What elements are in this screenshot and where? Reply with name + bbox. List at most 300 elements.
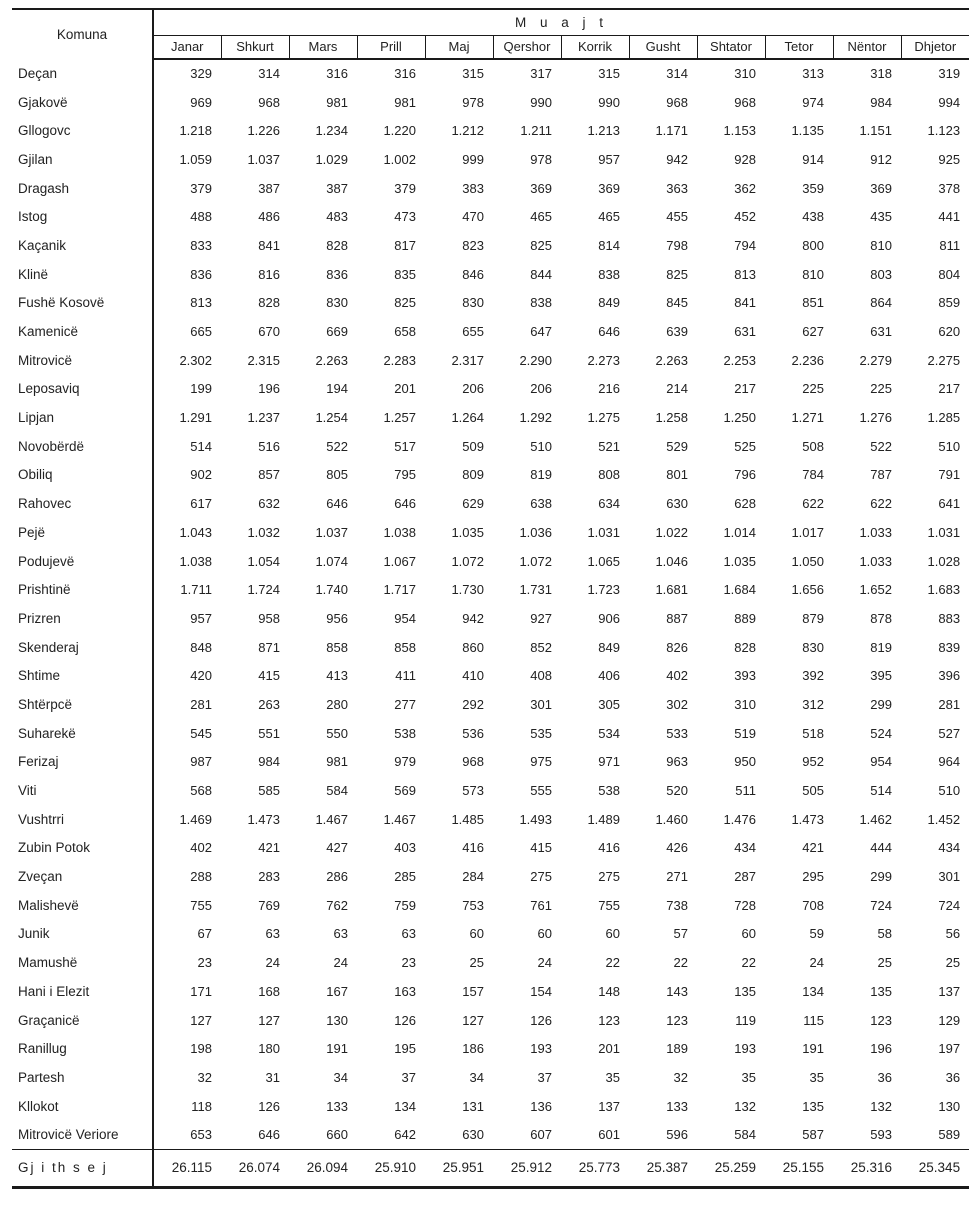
value-cell: 277	[394, 696, 416, 712]
value-cell: 538	[394, 725, 416, 741]
value-cell: 452	[734, 209, 756, 225]
value-cell: 825	[666, 266, 688, 282]
value-cell: 126	[530, 1012, 552, 1028]
value-cell: 1.135	[791, 123, 824, 139]
value-cell: 1.237	[247, 410, 280, 426]
value-cell: 753	[462, 897, 484, 913]
value-cell: 1.035	[723, 553, 756, 569]
value-cell: 217	[734, 381, 756, 397]
value-cell: 1.452	[927, 811, 961, 827]
value-cell: 32	[673, 1069, 688, 1085]
value-cell: 35	[741, 1069, 756, 1085]
value-cell: 123	[870, 1012, 892, 1028]
value-cell: 1.656	[791, 582, 824, 598]
value-cell: 848	[190, 639, 212, 655]
value-cell: 830	[462, 295, 484, 311]
value-cell: 488	[190, 209, 212, 225]
value-cell: 1.264	[451, 410, 484, 426]
value-cell: 819	[870, 639, 892, 655]
value-cell: 154	[530, 983, 552, 999]
value-cell: 402	[190, 840, 212, 856]
value-cell: 844	[530, 266, 552, 282]
value-cell: 810	[802, 266, 824, 282]
komuna-label: Mitrovicë	[12, 346, 153, 375]
value-cell: 879	[802, 610, 824, 626]
value-cell: 809	[462, 467, 484, 483]
value-cell: 60	[741, 926, 756, 942]
value-cell: 123	[598, 1012, 620, 1028]
value-cell: 1.254	[315, 410, 348, 426]
value-cell: 148	[598, 983, 620, 999]
value-cell: 889	[734, 610, 756, 626]
value-cell: 196	[258, 381, 280, 397]
value-cell: 32	[197, 1069, 212, 1085]
value-cell: 522	[870, 438, 892, 454]
value-cell: 2.253	[723, 352, 756, 368]
value-cell: 22	[605, 955, 620, 971]
value-cell: 286	[326, 869, 348, 885]
muajt-group-header: M u a j t	[153, 9, 969, 35]
value-cell: 126	[394, 1012, 416, 1028]
value-cell: 646	[258, 1127, 280, 1143]
komuna-label: Gllogovc	[12, 116, 153, 145]
value-cell: 864	[870, 295, 892, 311]
value-cell: 511	[735, 783, 756, 799]
value-cell: 23	[401, 955, 416, 971]
value-cell: 2.236	[791, 352, 824, 368]
month-header-nentor: Nëntor	[833, 35, 901, 59]
komuna-label: Novobërdë	[12, 432, 153, 461]
value-cell: 25	[469, 955, 484, 971]
value-cell: 163	[394, 983, 416, 999]
value-cell: 825	[394, 295, 416, 311]
value-cell: 427	[326, 840, 348, 856]
value-cell: 137	[938, 983, 961, 999]
value-cell: 825	[530, 237, 552, 253]
value-cell: 465	[598, 209, 620, 225]
value-cell: 1.050	[791, 553, 824, 569]
komuna-label: Hani i Elezit	[12, 977, 153, 1006]
value-cell: 1.250	[723, 410, 756, 426]
komuna-label: Shtime	[12, 661, 153, 690]
value-cell: 392	[802, 668, 824, 684]
value-cell: 534	[598, 725, 620, 741]
value-cell: 589	[938, 1127, 961, 1143]
value-cell: 517	[394, 438, 416, 454]
table-row-mitrovice	[12, 346, 969, 375]
value-cell: 396	[938, 668, 961, 684]
value-cell: 201	[598, 1041, 620, 1057]
value-cell: 283	[258, 869, 280, 885]
value-cell: 968	[258, 94, 280, 110]
value-cell: 1.035	[451, 524, 484, 540]
value-cell: 465	[530, 209, 552, 225]
value-cell: 2.290	[519, 352, 552, 368]
value-cell: 135	[870, 983, 892, 999]
value-cell: 198	[190, 1041, 212, 1057]
value-cell: 533	[666, 725, 688, 741]
value-cell: 35	[809, 1069, 824, 1085]
value-cell: 833	[190, 237, 212, 253]
komuna-label: Partesh	[12, 1063, 153, 1092]
value-cell: 858	[326, 639, 348, 655]
value-cell: 981	[326, 754, 348, 770]
table-row-junik	[12, 920, 969, 949]
value-cell: 1.123	[927, 123, 961, 139]
value-cell: 569	[394, 783, 416, 799]
value-cell: 669	[326, 324, 348, 340]
value-cell: 839	[938, 639, 961, 655]
value-cell: 37	[537, 1069, 552, 1085]
value-cell: 1.285	[927, 410, 961, 426]
table-row-podujeve	[12, 547, 969, 576]
value-cell: 292	[462, 696, 484, 712]
value-cell: 130	[938, 1098, 961, 1114]
table-row-shtime	[12, 661, 969, 690]
table-row-kacanik	[12, 231, 969, 260]
value-cell: 133	[666, 1098, 688, 1114]
value-cell: 510	[938, 438, 961, 454]
value-cell: 509	[462, 438, 484, 454]
value-cell: 974	[802, 94, 824, 110]
value-cell: 538	[598, 783, 620, 799]
value-cell: 403	[394, 840, 416, 856]
value-cell: 1.054	[247, 553, 280, 569]
value-cell: 634	[598, 496, 620, 512]
value-cell: 36	[945, 1069, 961, 1085]
value-cell: 1.031	[927, 524, 961, 540]
value-cell: 168	[258, 983, 280, 999]
komuna-label: Istog	[12, 202, 153, 231]
value-cell: 514	[190, 438, 212, 454]
value-cell: 60	[537, 926, 552, 942]
value-cell: 24	[265, 955, 280, 971]
komuna-label: Kllokot	[12, 1092, 153, 1121]
value-cell: 1.684	[723, 582, 756, 598]
month-header-qershor: Qershor	[493, 35, 561, 59]
value-cell: 24	[333, 955, 348, 971]
table-row-kamenice	[12, 317, 969, 346]
table-row-obiliq	[12, 461, 969, 490]
value-cell: 846	[462, 266, 484, 282]
value-cell: 316	[394, 66, 416, 82]
value-cell: 1.681	[655, 582, 688, 598]
table-row-dragash	[12, 174, 969, 203]
value-cell: 646	[394, 496, 416, 512]
table-row-istog	[12, 202, 969, 231]
value-cell: 655	[462, 324, 484, 340]
value-cell: 135	[802, 1098, 824, 1114]
value-cell: 964	[938, 754, 961, 770]
total-label: Gj i th s e j	[12, 1149, 153, 1187]
komuna-label: Skenderaj	[12, 633, 153, 662]
value-cell: 313	[802, 66, 824, 82]
value-cell: 25	[945, 955, 961, 971]
value-cell: 535	[530, 725, 552, 741]
value-cell: 968	[666, 94, 688, 110]
value-cell: 978	[530, 151, 552, 167]
value-cell: 369	[870, 180, 892, 196]
value-cell: 196	[870, 1041, 892, 1057]
month-header-gusht: Gusht	[629, 35, 697, 59]
value-cell: 314	[666, 66, 688, 82]
month-header-prill: Prill	[357, 35, 425, 59]
value-cell: 803	[870, 266, 892, 282]
value-cell: 362	[734, 180, 756, 196]
value-cell: 455	[666, 209, 688, 225]
value-cell: 957	[190, 610, 212, 626]
value-cell: 550	[326, 725, 348, 741]
value-cell: 119	[735, 1012, 756, 1028]
table-row-gjilan	[12, 145, 969, 174]
value-cell: 1.038	[179, 553, 212, 569]
value-cell: 969	[190, 94, 212, 110]
value-cell: 1.211	[520, 123, 552, 139]
value-cell: 1.493	[519, 811, 552, 827]
value-cell: 301	[530, 696, 552, 712]
value-cell: 979	[394, 754, 416, 770]
table-row-skenderaj	[12, 633, 969, 662]
value-cell: 585	[258, 783, 280, 799]
table-row-lipjan	[12, 403, 969, 432]
table-row-fushe-kosove	[12, 289, 969, 318]
komuna-label: Kaçanik	[12, 231, 153, 260]
value-cell: 37	[401, 1069, 416, 1085]
value-cell: 1.014	[723, 524, 756, 540]
value-cell: 1.218	[179, 123, 212, 139]
value-cell: 1.046	[655, 553, 688, 569]
value-cell: 981	[394, 94, 416, 110]
value-cell: 123	[666, 1012, 688, 1028]
value-cell: 134	[394, 1098, 416, 1114]
value-cell: 275	[530, 869, 552, 885]
value-cell: 301	[938, 869, 961, 885]
value-cell: 1.473	[791, 811, 824, 827]
value-cell: 1.072	[519, 553, 552, 569]
month-header-dhjetor: Dhjetor	[901, 35, 969, 59]
value-cell: 410	[462, 668, 484, 684]
value-cell: 473	[394, 209, 416, 225]
komuna-label: Junik	[12, 920, 153, 949]
value-cell: 724	[870, 897, 892, 913]
value-cell: 295	[802, 869, 824, 885]
value-cell: 620	[938, 324, 961, 340]
value-cell: 587	[802, 1127, 824, 1143]
value-cell: 819	[530, 467, 552, 483]
value-cell: 1.002	[383, 151, 416, 167]
total-value-cell: 25.951	[425, 1149, 493, 1187]
total-value-cell: 25.155	[765, 1149, 833, 1187]
komuna-label: Dragash	[12, 174, 153, 203]
value-cell: 963	[666, 754, 688, 770]
total-value-cell: 25.259	[697, 1149, 765, 1187]
value-cell: 994	[938, 94, 961, 110]
value-cell: 132	[734, 1098, 756, 1114]
value-cell: 958	[258, 610, 280, 626]
value-cell: 225	[802, 381, 824, 397]
value-cell: 841	[734, 295, 756, 311]
value-cell: 302	[666, 696, 688, 712]
value-cell: 617	[190, 496, 212, 512]
value-cell: 318	[870, 66, 892, 82]
value-cell: 505	[802, 783, 824, 799]
value-cell: 287	[734, 869, 756, 885]
value-cell: 857	[258, 467, 280, 483]
value-cell: 871	[258, 639, 280, 655]
komuna-label: Vushtrri	[12, 805, 153, 834]
value-cell: 434	[734, 840, 756, 856]
table-row-gracanice	[12, 1006, 969, 1035]
value-cell: 555	[530, 783, 552, 799]
komuna-label: Prishtinë	[12, 575, 153, 604]
value-cell: 284	[462, 869, 484, 885]
value-cell: 784	[802, 467, 824, 483]
value-cell: 421	[802, 840, 824, 856]
value-cell: 1.652	[859, 582, 892, 598]
value-cell: 631	[870, 324, 892, 340]
value-cell: 411	[395, 668, 416, 684]
value-cell: 275	[598, 869, 620, 885]
value-cell: 631	[734, 324, 756, 340]
value-cell: 470	[462, 209, 484, 225]
value-cell: 927	[530, 610, 552, 626]
table-row-prishtine	[12, 575, 969, 604]
value-cell: 133	[326, 1098, 348, 1114]
value-cell: 990	[598, 94, 620, 110]
value-cell: 441	[938, 209, 961, 225]
value-cell: 2.275	[927, 352, 961, 368]
total-value-cell: 25.387	[629, 1149, 697, 1187]
value-cell: 887	[666, 610, 688, 626]
value-cell: 808	[598, 467, 620, 483]
value-cell: 118	[191, 1098, 212, 1114]
value-cell: 804	[938, 266, 961, 282]
total-value-cell: 26.074	[221, 1149, 289, 1187]
value-cell: 902	[190, 467, 212, 483]
value-cell: 60	[469, 926, 484, 942]
value-cell: 525	[734, 438, 756, 454]
value-cell: 510	[938, 783, 961, 799]
value-cell: 627	[802, 324, 824, 340]
value-cell: 281	[938, 696, 961, 712]
value-cell: 22	[741, 955, 756, 971]
value-cell: 127	[258, 1012, 280, 1028]
value-cell: 130	[326, 1012, 348, 1028]
value-cell: 858	[394, 639, 416, 655]
table-row-suhareke	[12, 719, 969, 748]
table-row-zubin-potok	[12, 834, 969, 863]
value-cell: 316	[326, 66, 348, 82]
total-value-cell: 26.094	[289, 1149, 357, 1187]
value-cell: 143	[666, 983, 688, 999]
value-cell: 798	[666, 237, 688, 253]
value-cell: 653	[190, 1127, 212, 1143]
komuna-label: Obiliq	[12, 461, 153, 490]
komuna-label: Ranillug	[12, 1034, 153, 1063]
value-cell: 1.067	[383, 553, 416, 569]
table-row-zvecan	[12, 862, 969, 891]
value-cell: 191	[802, 1041, 824, 1057]
value-cell: 444	[870, 840, 892, 856]
value-cell: 1.059	[179, 151, 212, 167]
value-cell: 830	[802, 639, 824, 655]
value-cell: 438	[802, 209, 824, 225]
value-cell: 406	[598, 668, 620, 684]
value-cell: 632	[258, 496, 280, 512]
value-cell: 813	[734, 266, 756, 282]
value-cell: 167	[326, 983, 348, 999]
value-cell: 1.038	[383, 524, 416, 540]
value-cell: 878	[870, 610, 892, 626]
value-cell: 1.213	[587, 123, 620, 139]
value-cell: 759	[394, 897, 416, 913]
value-cell: 2.263	[655, 352, 688, 368]
value-cell: 646	[326, 496, 348, 512]
value-cell: 329	[190, 66, 212, 82]
value-cell: 838	[530, 295, 552, 311]
value-cell: 314	[258, 66, 280, 82]
table-row-hani-i-elezit	[12, 977, 969, 1006]
value-cell: 787	[870, 467, 892, 483]
value-cell: 849	[598, 295, 620, 311]
value-cell: 638	[530, 496, 552, 512]
value-cell: 1.730	[451, 582, 484, 598]
month-header-shkurt: Shkurt	[221, 35, 289, 59]
value-cell: 828	[734, 639, 756, 655]
value-cell: 1.731	[519, 582, 552, 598]
value-cell: 435	[870, 209, 892, 225]
value-cell: 1.037	[247, 151, 280, 167]
komuna-label: Zubin Potok	[12, 834, 153, 863]
value-cell: 860	[462, 639, 484, 655]
value-cell: 310	[734, 66, 756, 82]
value-cell: 642	[394, 1127, 416, 1143]
value-cell: 724	[938, 897, 961, 913]
value-cell: 791	[938, 467, 961, 483]
value-cell: 828	[326, 237, 348, 253]
month-header-shtator: Shtator	[697, 35, 765, 59]
table-row-peje	[12, 518, 969, 547]
value-cell: 801	[666, 467, 688, 483]
value-cell: 131	[462, 1098, 484, 1114]
value-cell: 193	[734, 1041, 756, 1057]
value-cell: 596	[666, 1127, 688, 1143]
value-cell: 519	[734, 725, 756, 741]
value-cell: 317	[530, 66, 552, 82]
komuna-label: Fushë Kosovë	[12, 289, 153, 318]
value-cell: 393	[734, 668, 756, 684]
komuna-label: Leposaviq	[12, 375, 153, 404]
value-cell: 906	[598, 610, 620, 626]
table-row-mamushe	[12, 948, 969, 977]
value-cell: 63	[401, 926, 416, 942]
value-cell: 1.476	[723, 811, 756, 827]
value-cell: 378	[938, 180, 961, 196]
value-cell: 420	[190, 668, 212, 684]
value-cell: 35	[605, 1069, 620, 1085]
value-cell: 217	[938, 381, 961, 397]
value-cell: 22	[673, 955, 688, 971]
komuna-label: Mamushë	[12, 948, 153, 977]
value-cell: 1.275	[587, 410, 620, 426]
value-cell: 127	[190, 1012, 212, 1028]
value-cell: 2.279	[859, 352, 892, 368]
value-cell: 132	[870, 1098, 892, 1114]
value-cell: 25	[877, 955, 892, 971]
value-cell: 952	[802, 754, 824, 770]
value-cell: 1.467	[383, 811, 416, 827]
value-cell: 2.317	[451, 352, 484, 368]
